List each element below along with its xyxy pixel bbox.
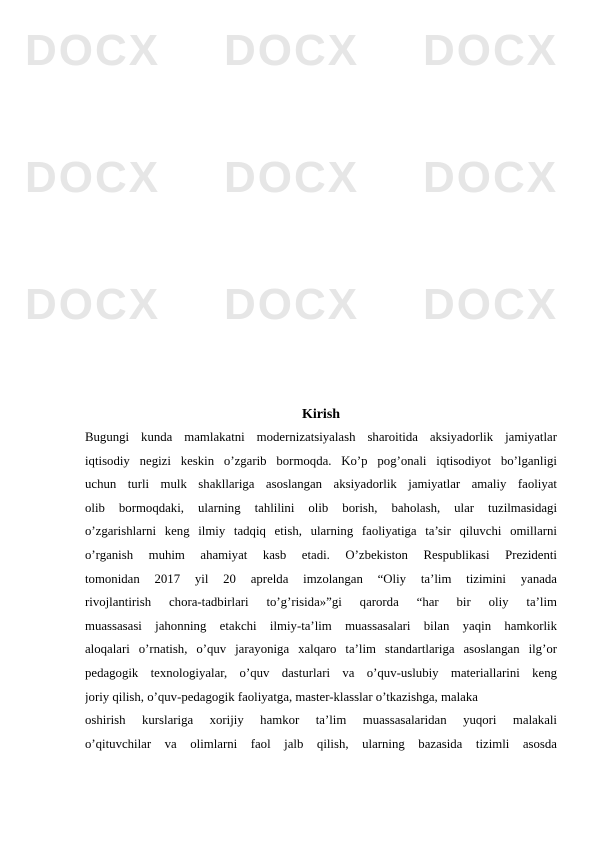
- body-line: muassasasi jahonning etakchi ilmiy-ta’lim muassasalari bilan yaqin hamkorlik: [85, 618, 557, 633]
- watermark-tile: DOCX: [423, 26, 559, 75]
- section-heading: Kirish: [301, 407, 341, 422]
- body-line: joriy qilish, o’quv-pedagogik faoliyatga, master-klasslar o’tkazishga, malaka: [85, 689, 478, 704]
- watermark-tile: DOCX: [25, 153, 161, 202]
- body-line: oshirish kurslariga xorijiy hamkor ta’lim muassasalaridan yuqori malakali: [85, 713, 557, 728]
- body-line: olib bormoqdaki, ularning tahlilini olib borish, baholash, ular tuzilmasidagi: [85, 500, 557, 515]
- body-line: rivojlantirish chora-tadbirlari to’g’risida»”gi qarorda “har bir oliy ta’lim: [85, 595, 557, 610]
- body-line: aloqalari o’rnatish, o’quv jarayoniga xalqaro ta’lim standartlariga asoslangan ilg’or: [85, 642, 557, 657]
- watermark-tile: DOCX: [224, 26, 360, 75]
- body-line: uchun turli mulk shakllariga asoslangan aksiyadorlik jamiyatlar amaliy faoliyat: [85, 477, 557, 492]
- body-line: o’qituvchilar va olimlarni faol jalb qilish, ularning bazasida tizimli asosda: [85, 736, 557, 751]
- watermark-tile: DOCX: [224, 280, 360, 329]
- body-line: pedagogik texnologiyalar, o’quv dasturlari va o’quv-uslubiy materiallarini keng: [85, 665, 557, 680]
- watermark-tile: DOCX: [423, 280, 559, 329]
- document-body: [85, 405, 557, 756]
- body-line: Bugungi kunda mamlakatni modernizatsiyalash sharoitida aksiyadorlik jamiyatlar: [85, 430, 557, 444]
- watermark-tile: DOCX: [224, 153, 360, 202]
- body-line: o’zgarishlarni keng ilmiy tadqiq etish, ularning faoliyatiga ta’sir qiluvchi omillarni: [85, 524, 557, 539]
- body-line: tomonidan 2017 yil 20 aprelda imzolangan “Oliy ta’lim tizimini yanada: [85, 571, 557, 586]
- body-line: o’rganish muhim ahamiyat kasb etadi. O’zbekiston Respublikasi Prezidenti: [85, 547, 557, 562]
- body-line: iqtisodiy negizi keskin o’zgarib bormoqda. Ko’p pog’onali iqtisodiyot bo’lganligi: [85, 453, 557, 468]
- watermark-tile: DOCX: [25, 280, 161, 329]
- watermark-tile: DOCX: [423, 153, 559, 202]
- watermark-tile: DOCX: [25, 26, 161, 75]
